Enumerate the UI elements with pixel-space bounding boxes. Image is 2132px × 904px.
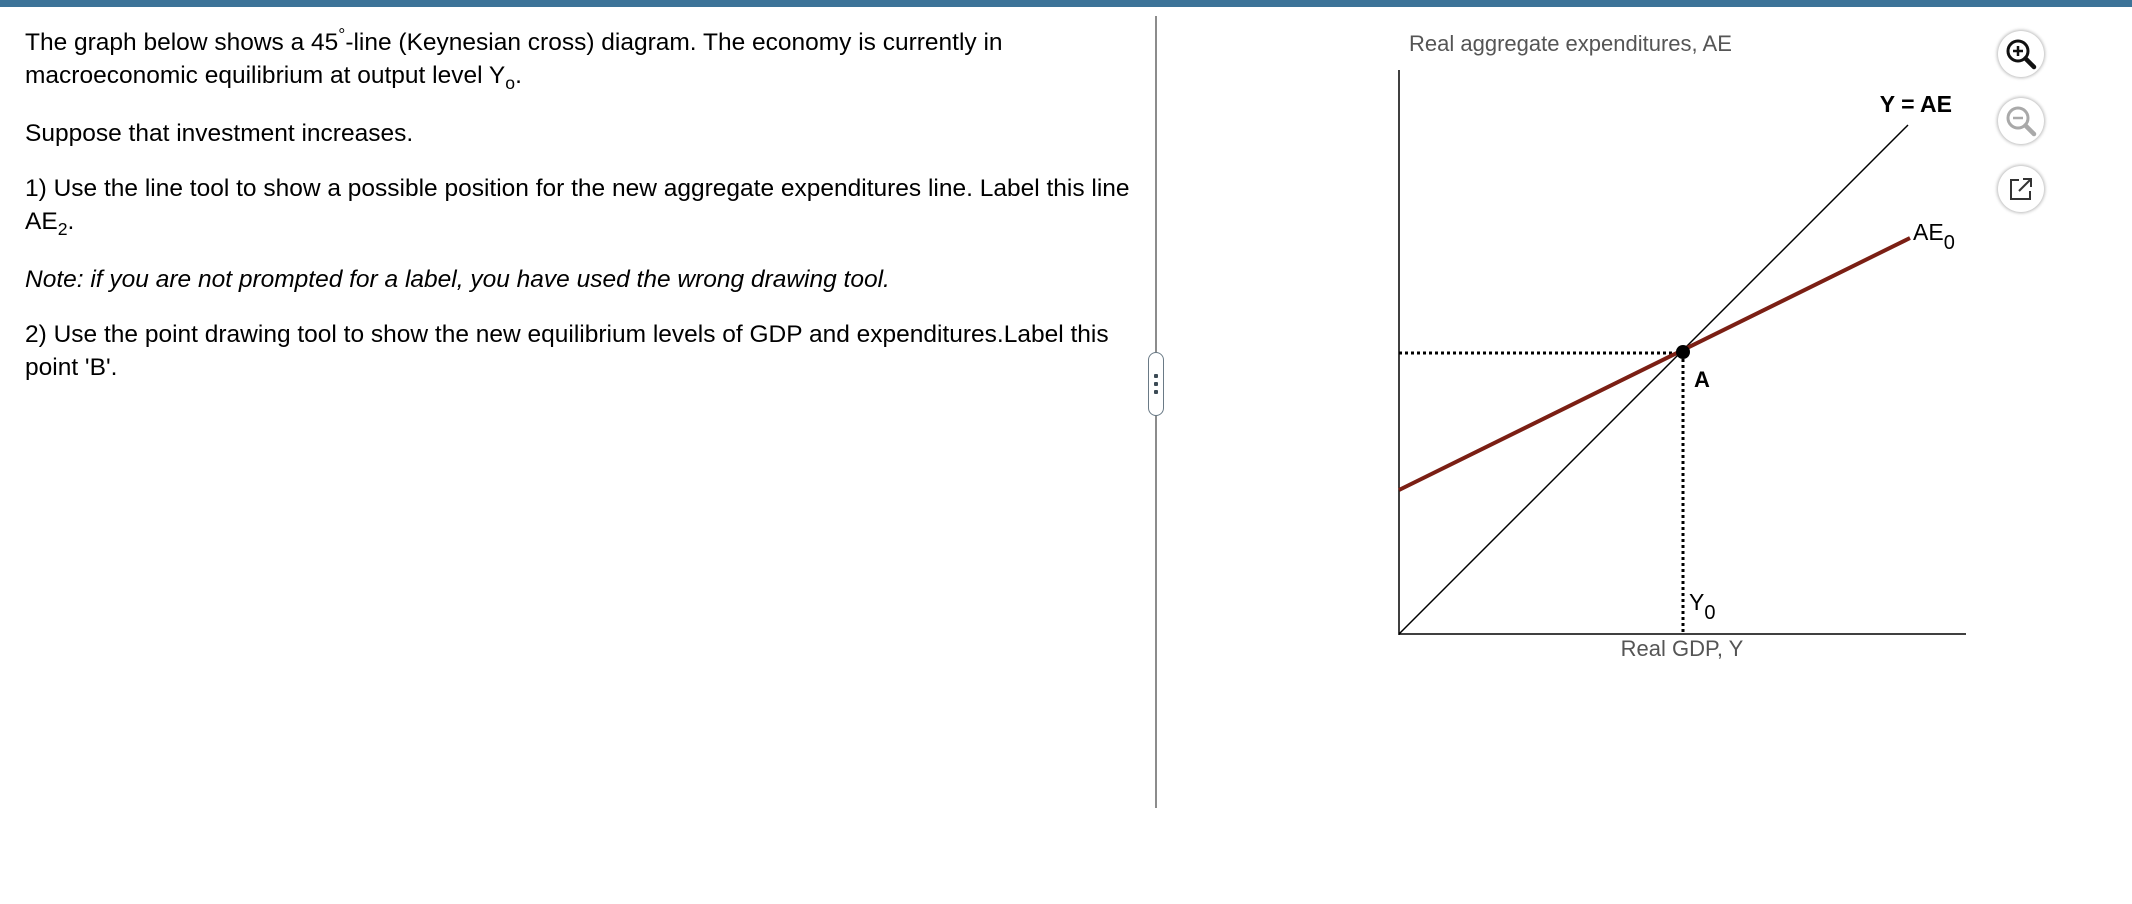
intro-text-b: -line (Keynesian cross) diagram. The economy is currently in macroeconomic equilibrium at output level Y: [25, 29, 1003, 89]
step1-period: .: [67, 208, 75, 235]
intro-period: .: [515, 62, 522, 89]
step1-paragraph: [25, 172, 1135, 238]
intro-subscript: o: [505, 73, 516, 94]
step1-text: 1) Use the line tool to show a possible position for the new aggregate expenditures line. Label this line AE: [25, 175, 1130, 235]
equilibrium-point-a[interactable]: [1676, 345, 1690, 359]
ae0-label: AE0: [1913, 219, 1955, 254]
zoom-in-icon: [2004, 37, 2038, 71]
line-45-degree[interactable]: [1399, 125, 1908, 634]
scenario-paragraph: Suppose that investment increases.: [25, 120, 414, 147]
pop-out-icon: [2007, 175, 2035, 203]
x-axis-label: Real GDP, Y: [1620, 636, 1744, 661]
question-text: [25, 26, 1135, 409]
keynesian-cross-graph[interactable]: [1360, 0, 1980, 680]
ae0-line[interactable]: [1399, 238, 1910, 490]
intro-paragraph: [25, 26, 1135, 92]
step2-paragraph: 2) Use the point drawing tool to show the new equilibrium levels of GDP and expenditures.Label this point 'B'.: [25, 321, 1109, 381]
zoom-in-button[interactable]: [1998, 31, 2044, 77]
note-paragraph: Note: if you are not prompted for a label, you have used the wrong drawing tool.: [25, 266, 890, 293]
intro-text-a: The graph below shows a 45: [25, 29, 339, 56]
line-45-label: Y = AE: [1879, 91, 1952, 117]
divider-drag-handle[interactable]: [1148, 352, 1164, 416]
point-a-label: A: [1694, 367, 1710, 392]
step1-subscript: 2: [57, 219, 68, 240]
zoom-out-button[interactable]: [1998, 98, 2044, 144]
degree-symbol: °: [338, 24, 346, 45]
y-axis-label: Real aggregate expenditures, AE: [1409, 31, 1732, 56]
pop-out-button[interactable]: [1998, 166, 2044, 212]
y0-label: Y0: [1689, 589, 1716, 624]
zoom-out-icon: [2004, 104, 2038, 138]
